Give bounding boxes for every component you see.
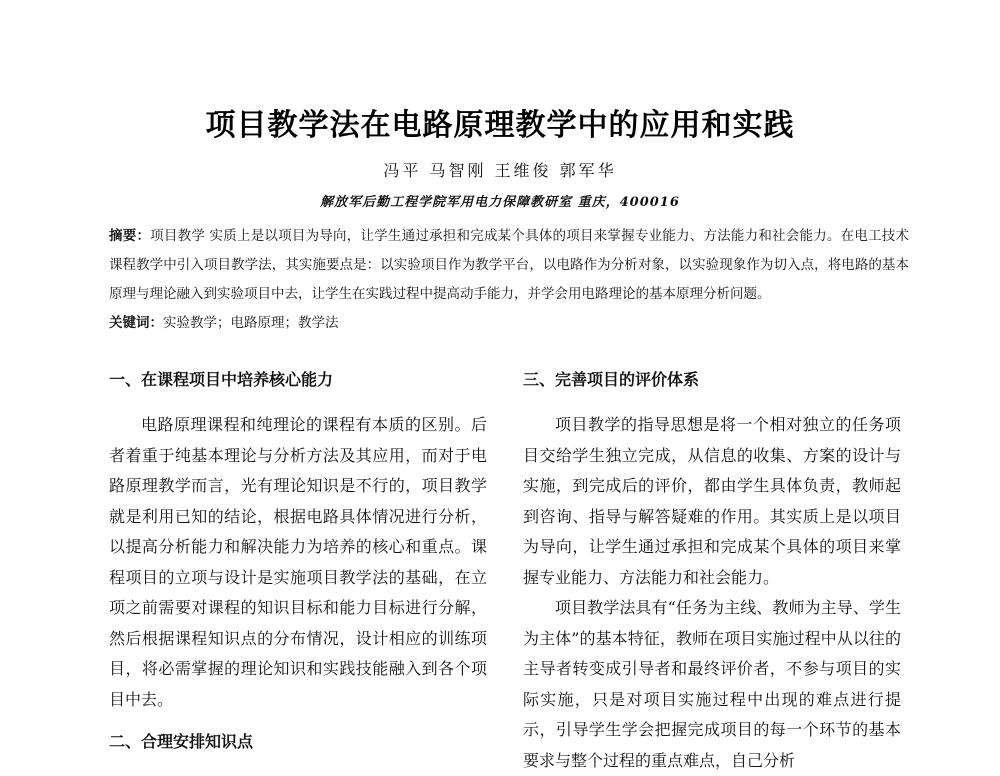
section-2-heading: 二、合理安排知识点 bbox=[109, 732, 254, 751]
abstract-label: 摘要： bbox=[109, 228, 151, 244]
right-column bbox=[523, 365, 901, 776]
abstract-paragraph bbox=[109, 222, 909, 309]
paper-title: 项目教学法在电路原理教学中的应用和实践 bbox=[205, 108, 795, 143]
abstract-block bbox=[109, 222, 909, 338]
left-column bbox=[109, 365, 487, 757]
section-3-paragraph-1: 项目教学的指导思想是将一个相对独立的任务项目交给学生独立完成，从信息的收集、方案的设计与实施，到完成后的评价，都由学生具体负责，教师起到咨询、指导与解答疑难的作用。其实质上是以项目为导向，让学生通过承担和完成某个具体的项目来掌握专业能力、方法能力和社会能力。 bbox=[523, 415, 901, 587]
affiliation: 解放军后勤工程学院军用电力保障教研室 重庆，400016 bbox=[320, 195, 680, 210]
section-3-heading: 三、完善项目的评价体系 bbox=[523, 370, 700, 389]
section-1-paragraph: 电路原理课程和纯理论的课程有本质的区别。后者着重于纯基本理论与分析方法及其应用，而对于电路原理教学而言，光有理论知识是不行的，项目教学就是利用已知的结论，根据电路具体情况进行分析，以提高分析能力和解决能力为培养的核心和重点。课程项目的立项与设计是实施项目教学法的基础，在立项之前需要对课程的知识目标和能力目标进行分解，然后根据课程知识点的分布情况，设计相应的训练项目，将必需掌握的理论知识和实践技能融入到各个项目中去。 bbox=[109, 415, 487, 709]
keywords-label: 关键词： bbox=[109, 315, 163, 331]
keywords-paragraph bbox=[109, 309, 909, 338]
section-3-paragraph-2: 项目教学法具有“任务为主线、教师为主导、学生为主体”的基本特征，教师在项目实施过程中从以往的主导者转变成引导者和最终评价者，不参与项目的实际实施，只是对项目实施过程中出现的难点进行提示，引导学生学会把握完成项目的每一个环节的基本要求与整个过程的重点难点，自己分析 bbox=[523, 598, 901, 770]
abstract-text: 项目教学 实质上是以项目为导向，让学生通过承担和完成某个具体的项目来掌握专业能力、方法能力和社会能力。在电工技术课程教学中引入项目教学法，其实施要点是：以实验项目作为教学平台，以电路作为分析对象，以实验现象作为切入点，将电路的基本原理与理论融入到实验项目中去，让学生在实践过程中提高动手能力，并学会用电路理论的基本原理分析问题。 bbox=[109, 228, 910, 302]
section-1-heading: 一、在课程项目中培养核心能力 bbox=[109, 370, 334, 389]
keywords-text: 实验教学；电路原理；教学法 bbox=[163, 315, 339, 331]
author-list: 冯平 马智刚 王维俊 郭军华 bbox=[383, 161, 617, 180]
